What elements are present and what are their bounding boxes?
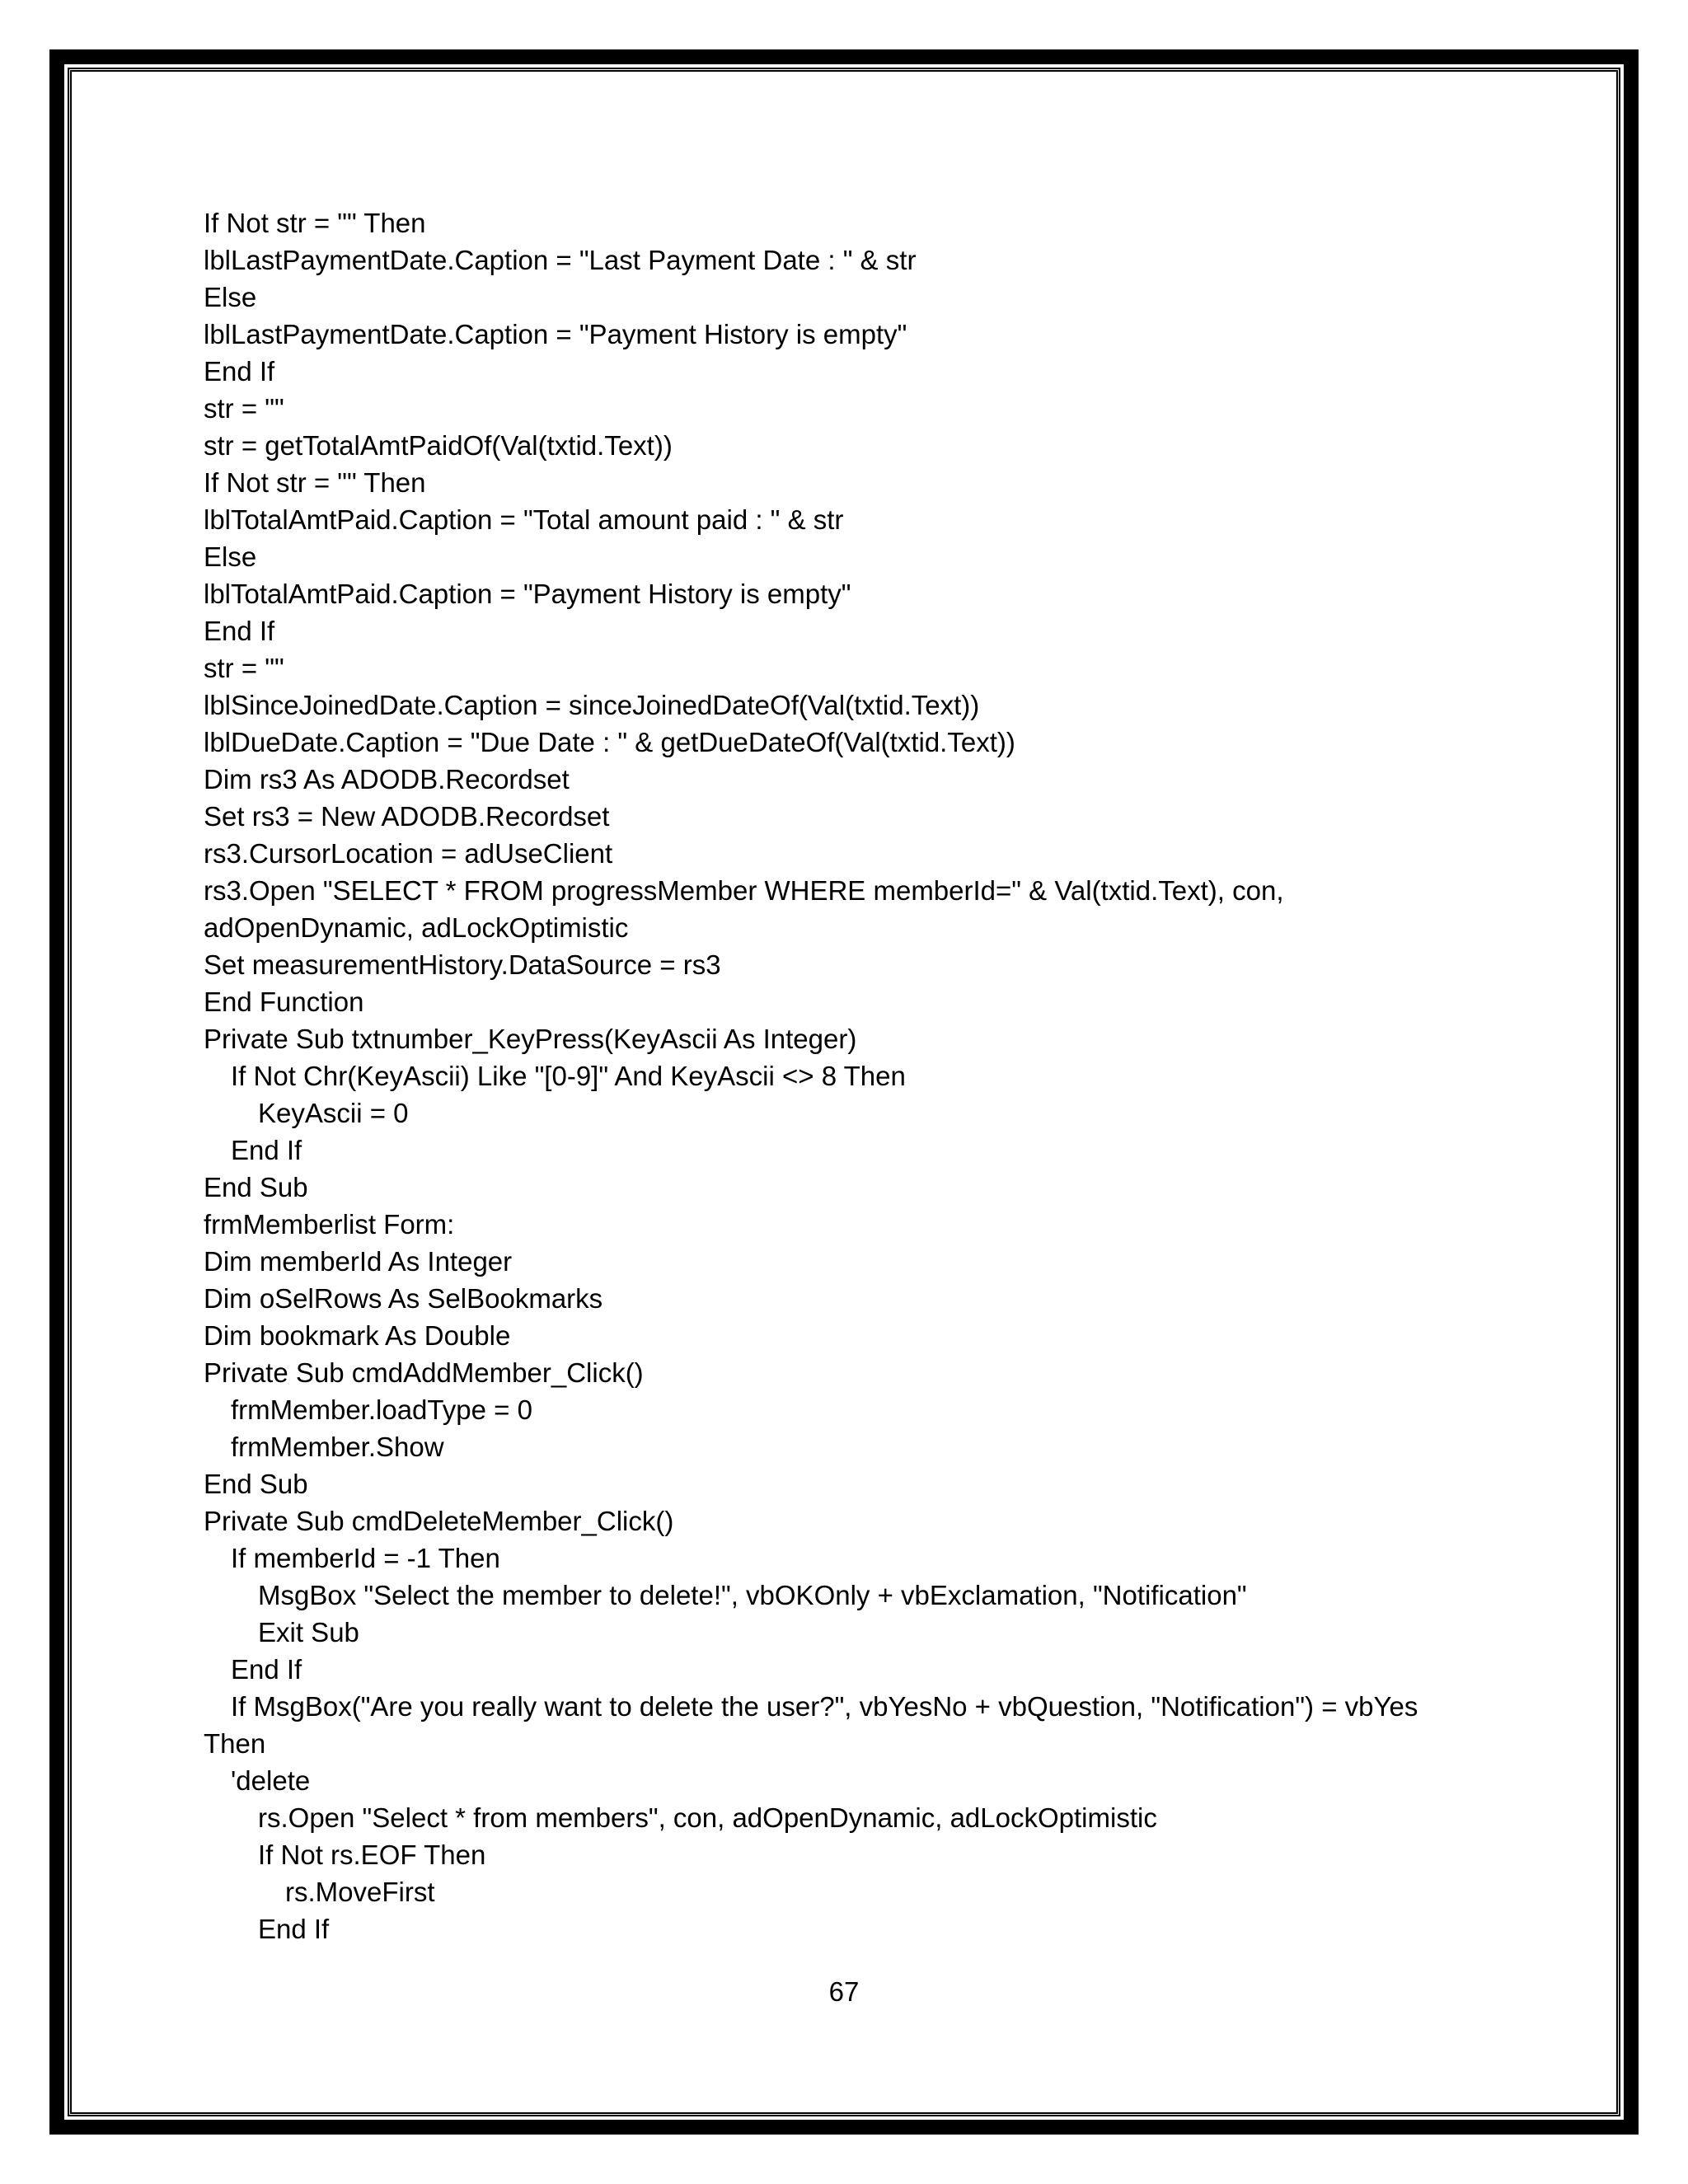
code-line: frmMember.loadType = 0 xyxy=(231,1394,532,1425)
code-line: End If xyxy=(258,1914,330,1944)
code-line: str = getTotalAmtPaidOf(Val(txtid.Text)) xyxy=(204,430,673,461)
code-line: rs3.Open "SELECT * FROM progressMember WHERE memberId=" & Val(txtid.Text), con, xyxy=(204,875,1284,906)
code-line: Set measurementHistory.DataSource = rs3 xyxy=(204,949,721,980)
code-line: Private Sub txtnumber_KeyPress(KeyAscii As Integer) xyxy=(204,1024,857,1054)
code-line: Private Sub cmdDeleteMember_Click() xyxy=(204,1506,674,1536)
code-line: frmMember.Show xyxy=(231,1432,444,1462)
code-line: str = "" xyxy=(204,653,284,683)
code-line: If Not Chr(KeyAscii) Like "[0-9]" And KeyAscii <> 8 Then xyxy=(231,1061,906,1091)
code-line: lblTotalAmtPaid.Caption = "Total amount paid : " & str xyxy=(204,504,844,535)
code-line: If MsgBox("Are you really want to delete the user?", vbYesNo + vbQuestion, "Notification") = vbYes xyxy=(231,1691,1418,1722)
code-line: Set rs3 = New ADODB.Recordset xyxy=(204,801,610,832)
code-line: rs.MoveFirst xyxy=(285,1877,435,1907)
code-listing xyxy=(204,204,1555,1947)
code-line: Dim rs3 As ADODB.Recordset xyxy=(204,764,570,794)
code-line: Else xyxy=(204,282,257,312)
code-line: End Sub xyxy=(204,1172,308,1202)
code-line: lblDueDate.Caption = "Due Date : " & getDueDateOf(Val(txtid.Text)) xyxy=(204,727,1015,757)
code-line: If Not str = "" Then xyxy=(204,208,426,238)
code-line: lblLastPaymentDate.Caption = "Last Payment Date : " & str xyxy=(204,245,917,275)
code-line: End If xyxy=(204,356,275,387)
code-line: End Sub xyxy=(204,1469,308,1499)
page-number: 67 xyxy=(828,1976,860,2007)
code-line: End Function xyxy=(204,987,364,1017)
code-line: Then xyxy=(204,1728,266,1759)
code-line: End If xyxy=(204,616,275,646)
code-line: lblLastPaymentDate.Caption = "Payment History is empty" xyxy=(204,319,907,349)
code-line: Dim oSelRows As SelBookmarks xyxy=(204,1283,603,1314)
code-line: If Not rs.EOF Then xyxy=(258,1840,486,1870)
code-line: adOpenDynamic, adLockOptimistic xyxy=(204,912,629,943)
code-line: 'delete xyxy=(231,1765,311,1796)
code-line: Private Sub cmdAddMember_Click() xyxy=(204,1357,644,1388)
code-line: str = "" xyxy=(204,393,284,424)
code-line: KeyAscii = 0 xyxy=(258,1098,409,1128)
code-line: lblSinceJoinedDate.Caption = sinceJoinedDateOf(Val(txtid.Text)) xyxy=(204,690,980,720)
code-line: frmMemberlist Form: xyxy=(204,1209,455,1240)
code-line: Dim bookmark As Double xyxy=(204,1320,511,1351)
code-line: Dim memberId As Integer xyxy=(204,1246,513,1277)
code-line: If memberId = -1 Then xyxy=(231,1543,500,1573)
code-line: lblTotalAmtPaid.Caption = "Payment History is empty" xyxy=(204,579,851,609)
code-line: rs3.CursorLocation = adUseClient xyxy=(204,838,613,869)
code-line: rs.Open "Select * from members", con, adOpenDynamic, adLockOptimistic xyxy=(258,1802,1157,1833)
code-line: Exit Sub xyxy=(258,1617,359,1647)
code-line: If Not str = "" Then xyxy=(204,467,426,498)
code-line: MsgBox "Select the member to delete!", vbOKOnly + vbExclamation, "Notification" xyxy=(258,1580,1247,1610)
code-line: Else xyxy=(204,541,257,572)
code-line: End If xyxy=(231,1654,302,1685)
code-line: End If xyxy=(231,1135,302,1165)
